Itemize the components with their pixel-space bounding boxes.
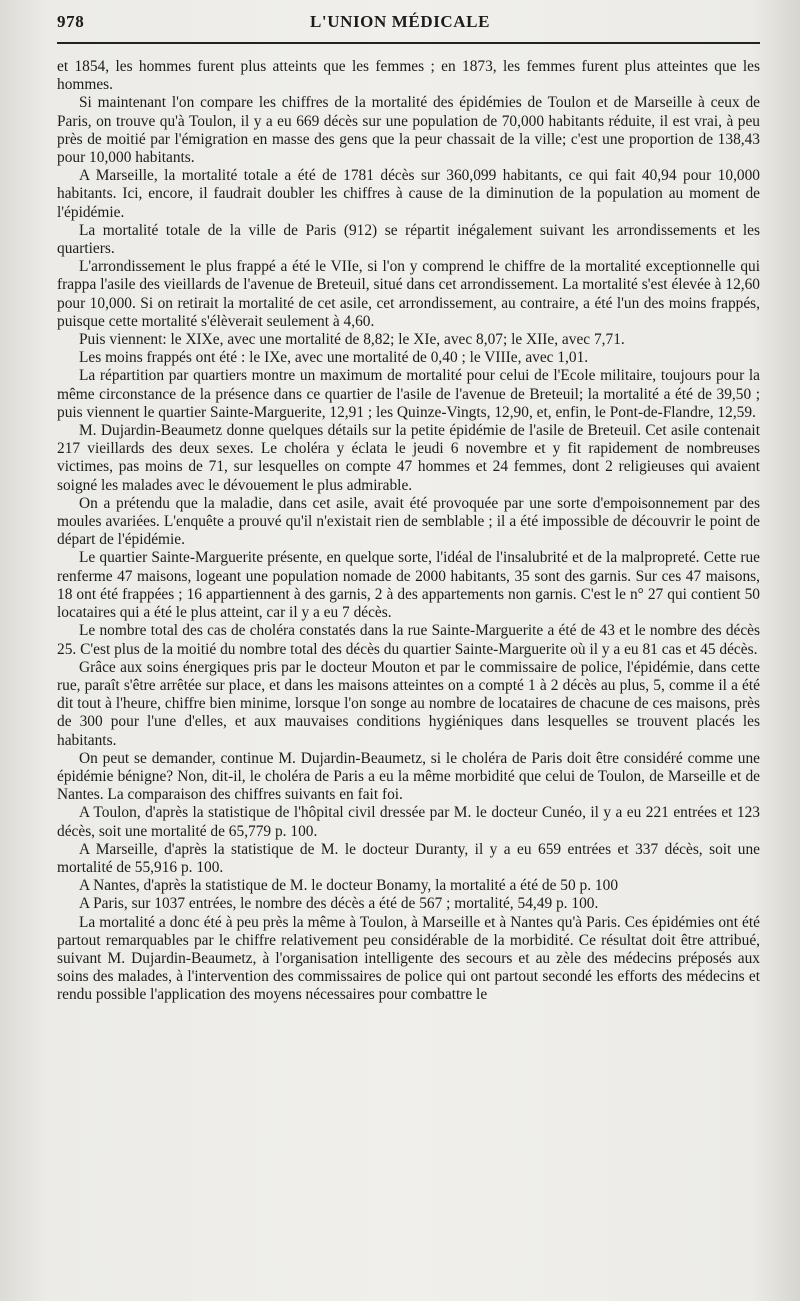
header-rule: [57, 42, 760, 44]
article-body: [57, 58, 760, 1005]
paragraph: A Paris, sur 1037 entrées, le nombre des décès a été de 567 ; mortalité, 54,49 p. 100.: [79, 895, 599, 913]
paragraph: A Marseille, la mortalité totale a été de 1781 décès sur 360,099 habitants, ce qui fait 40,94 pour 10,000 habitants. Ici, encore, il faudrait doubler les chiffres à cause de la diminution de la population au moment de l'épidémie.: [57, 167, 760, 221]
paragraph: Puis viennent: le XIXe, avec une mortalité de 8,82; le XIe, avec 8,07; le XIIe, avec 7,71.: [79, 331, 625, 349]
paragraph: Les moins frappés ont été : le IXe, avec une mortalité de 0,40 ; le VIIIe, avec 1,01.: [79, 349, 589, 367]
page-number: 978: [57, 12, 85, 31]
paragraph: M. Dujardin-Beaumetz donne quelques détails sur la petite épidémie de l'asile de Breteuil. Cet asile contenait 217 vieillards des deux sexes. Le choléra y éclata le jeudi 6 novembre et y fit rapidement de nombreuses victimes, pas moins de 71, sur lesquelles on compte 47 hommes et 24 femmes, dont 2 religieuses qui avaient soigné les malades avec le dévouement le plus admirable.: [57, 422, 760, 494]
page-header: [57, 12, 760, 36]
paragraph: Si maintenant l'on compare les chiffres de la mortalité des épidémies de Toulon et de Marseille à ceux de Paris, on trouve qu'à Toulon, il y a eu 669 décès sur une population de 70,000 habitants réduite, il est vrai, à peu près de moitié par l'émigration en masse des gens que la peur chassait de la ville; c'est une proportion de 138,43 pour 10,000 habitants.: [57, 94, 760, 167]
paragraph: et 1854, les hommes furent plus atteints que les femmes ; en 1873, les femmes furent plus atteintes que les hommes.: [57, 58, 760, 94]
paragraph: L'arrondissement le plus frappé a été le VIIe, si l'on y comprend le chiffre de la mortalité exceptionnelle qui frappa l'asile des vieillards de l'avenue de Breteuil, situé dans cet arrondissement. La mortalité s'est élevée à 12,60 pour 10,000. Si on retirait la mortalité de cet asile, cet arrondissement, au contraire, a été l'un des moins frappés, puisque cette mortalité s'élèverait seulement à 4,60.: [57, 258, 760, 330]
paragraph: Le quartier Sainte-Marguerite présente, en quelque sorte, l'idéal de l'insalubrité et de la malpropreté. Cette rue renferme 47 maisons, logeant une population nomade de 2000 habitants, 35 sont des garnis. Sur ces 47 maisons, 18 ont été frappées ; 16 appartiennent à des garnis, 2 à des appartements non garnis. C'est le n° 27 qui contient 50 locataires qui a été le plus atteint, car il y a eu 7 décès.: [57, 549, 760, 622]
paragraph: La mortalité a donc été à peu près la même à Toulon, à Marseille et à Nantes qu'à Paris. Ces épidémies ont été partout remarquables par le chiffre relativement peu considérable de la morbidité. Ce résultat doit être attribué, suivant M. Dujardin-Beaumetz, à l'organisation intelligente des secours et au zèle des médecins préposés aux soins des malades, à l'intervention des commissaires de police qui ont partout secondé les efforts des médecins et rendu possible l'application des moyens nécessaires pour combattre le: [57, 913, 760, 1004]
journal-title: L'UNION MÉDICALE: [309, 12, 491, 31]
paragraph: Le nombre total des cas de choléra constatés dans la rue Sainte-Marguerite a été de 43 et le nombre des décès 25. C'est plus de la moitié du nombre total des décès du quartier Sainte-Marguerite où il y a eu 81 cas et 45 décès.: [57, 622, 760, 658]
paragraph: On a prétendu que la maladie, dans cet asile, avait été provoquée par une sorte d'empoisonnement par des moules avariées. L'enquête a prouvé qu'il n'existait rien de semblable ; il a été impossible de découvrir le point de départ de l'épidémie.: [57, 494, 760, 549]
paragraph: On peut se demander, continue M. Dujardin-Beaumetz, si le choléra de Paris doit être considéré comme une épidémie bénigne? Non, dit-il, le choléra de Paris a eu la même morbidité que celui de Toulon, de Marseille et de Nantes. La comparaison des chiffres suivants en fait foi.: [57, 749, 760, 804]
paragraph: Grâce aux soins énergiques pris par le docteur Mouton et par le commissaire de police, l'épidémie, dans cette rue, paraît s'être arrêtée sur place, et dans les maisons atteintes on a compté 1 à 2 décès au plus, 5, comme il a été dit tout à l'heure, chiffre bien minime, lorsque l'on songe au nombre de locataires de chacune de ces maisons, près de 300 pour l'une d'elles, et aux mauvaises conditions hygiéniques dans lesquelles se trouvent placés les habitants.: [57, 658, 760, 749]
paragraph: A Toulon, d'après la statistique de l'hôpital civil dressée par M. le docteur Cunéo, il y a eu 221 entrées et 123 décès, soit une mortalité de 65,779 p. 100.: [57, 804, 760, 840]
paragraph: A Marseille, d'après la statistique de M. le docteur Duranty, il y a eu 659 entrées et 337 décès, soit une mortalité de 55,916 p. 100.: [57, 840, 760, 876]
paragraph: La répartition par quartiers montre un maximum de mortalité pour celui de l'Ecole militaire, toujours pour la même circonstance de la présence dans ce quartier de l'asile de l'avenue de Breteuil; la mortalité a été de 39,50 ; puis viennent le quartier Sainte-Marguerite, 12,91 ; les Quinze-Vingts, 12,90, et, enfin, le Pont-de-Flandre, 12,59.: [57, 367, 760, 421]
paragraph: A Nantes, d'après la statistique de M. le docteur Bonamy, la mortalité a été de 50 p. 100: [79, 877, 619, 895]
paragraph: La mortalité totale de la ville de Paris (912) se répartit inégalement suivant les arrondissements et les quartiers.: [57, 221, 760, 258]
